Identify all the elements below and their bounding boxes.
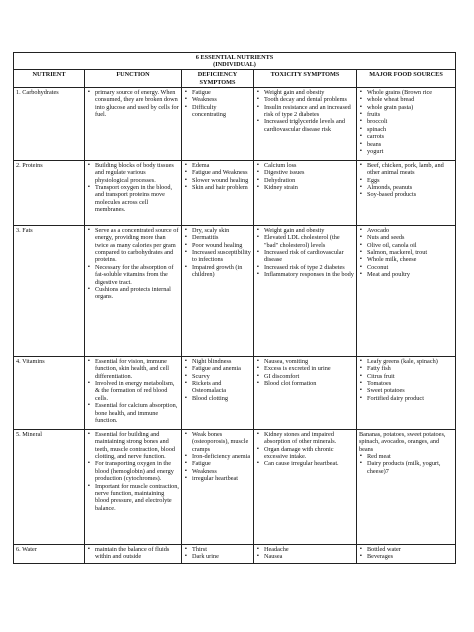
bullet-item: ▪ Building blocks of body tissues and regulate various physiological processes. [87,162,179,184]
nutrient-name: 2. Proteins [16,161,43,169]
nutrient-name: 4. Vitamins [16,357,45,365]
bullet-item: ▪ Coconut [359,264,453,271]
deficiency-cell [182,544,254,563]
bullet-item: ▪ Fatigue [184,89,251,96]
nutrient-cell [14,429,85,544]
sources-list [359,227,453,279]
bullet-item: ▪ Digestive issues [256,169,354,176]
toxicity-list [256,358,354,388]
nutrient-cell [14,544,85,563]
toxicity-list [256,431,354,468]
bullet-item: ▪ Difficulty concentrating [184,104,251,119]
bullet-item: ▪ Essential for vision, immune function, skin health, and cell differentiation. [87,358,179,380]
bullet-item: ▪ Night blindness [184,358,251,365]
bullet-item: ▪ Increased risk of type 2 diabetes [256,264,354,271]
toxicity-cell [254,87,357,160]
bullet-item: ▪ Meat and poultry [359,271,453,278]
bullet-item: ▪ Thirst [184,546,251,553]
function-list [87,227,179,301]
bullet-item: ▪ Bottled water [359,546,453,553]
bullet-item: ▪ GI discomfort [256,373,354,380]
nutrient-name: 3. Fats [16,226,33,234]
bullet-item: ▪ Fatigue and anemia [184,365,251,372]
bullet-item: ▪ Fatigue [184,460,251,467]
sources-intro-text: Bananas, potatoes, sweet potatoes, spinach, avocados, oranges, and beans [359,430,446,453]
bullet-item: ▪ Blood clot formation [256,380,354,387]
bullet-item: ▪ beans [359,141,453,148]
bullet-item: ▪ Weak bones (osteoporosis), muscle cramps [184,431,251,453]
nutrient-cell [14,225,85,356]
toxicity-cell [254,544,357,563]
bullet-item: ▪ Almonds, peanuts [359,184,453,191]
bullet-item: ▪ Nuts and seeds [359,234,453,241]
bullet-item: ▪ Involved in energy metabolism, & the formation of red blood cells. [87,380,179,402]
bullet-item: ▪ irregular heartbeat [184,475,251,482]
bullet-item: ▪ Insulin resistance and an increased risk of type 2 diabetes [256,104,354,119]
bullet-item: ▪ Weight gain and obesity [256,227,354,234]
deficiency-cell [182,429,254,544]
function-cell [85,87,182,160]
bullet-item: ▪ Increased triglyceride levels and cardiovascular disease risk [256,118,354,133]
bullet-item: ▪ Skin and hair problem [184,184,251,191]
toxicity-cell [254,160,357,225]
sources-list [359,546,453,561]
bullet-item: ▪ broccoli [359,118,453,125]
function-list [87,358,179,425]
bullet-item: ▪ Edema [184,162,251,169]
header-function: FUNCTION [85,70,182,87]
bullet-item: ▪ Fatigue and Weakness [184,169,251,176]
header-sources: MAJOR FOOD SOURCES [357,70,456,87]
title-row [14,53,456,70]
bullet-item: ▪ Fatty fish [359,365,453,372]
bullet-item: ▪ Soy-based products [359,191,453,198]
bullet-item: ▪ Organ damage with chronic excessive intake. [256,446,354,461]
bullet-item: ▪ Necessary for the absorption of fat-soluble vitamins from the digestive tract. [87,264,179,286]
header-toxicity: TOXICITY SYMPTOMS [254,70,357,87]
function-list [87,431,179,512]
header-nutrient: NUTRIENT [14,70,85,87]
nutrient-name: 5. Mineral [16,430,43,438]
toxicity-cell [254,225,357,356]
bullet-item: ▪ Citrus fruit [359,373,453,380]
bullet-item: ▪ Eggs [359,177,453,184]
bullet-item: ▪ yogurt [359,148,453,155]
bullet-item: ▪ maintain the balance of fluids within and outside [87,546,179,561]
bullet-item: ▪ Serve as a concentrated source of energy, providing more than twice as many calories per gram compared to carbohydrates and proteins. [87,227,179,264]
function-cell [85,160,182,225]
bullet-item: ▪ Dry, scaly skin [184,227,251,234]
deficiency-cell [182,225,254,356]
bullet-item: ▪ whole wheat bread [359,96,453,103]
nutrients-table [13,52,456,564]
bullet-item: ▪ Beef, chicken, pork, lamb, and other animal meats [359,162,453,177]
bullet-item: ▪ Sweet potatoes [359,387,453,394]
bullet-item: ▪ Avocado [359,227,453,234]
bullet-item: ▪ Dehydration [256,177,354,184]
bullet-item: ▪ Can cause irregular heartbeat. [256,460,354,467]
header-deficiency: DEFICIENCY SYMPTOMS [182,70,254,87]
bullet-item: ▪ Cushions and protects internal organs. [87,286,179,301]
bullet-item: ▪ Transport oxygen in the blood, and transport proteins move molecules across cell membranes. [87,184,179,214]
row-fats [14,225,456,356]
title-line-1: 6 ESSENTIAL NUTRIENTS [195,54,274,61]
bullet-item: ▪ Iron-deficiency anemia [184,453,251,460]
bullet-item: ▪ For transporting oxygen in the blood (hemoglobin) and energy production (cytochromes). [87,460,179,482]
bullet-item: ▪ Inflammatory responses in the body [256,271,354,278]
toxicity-list [256,162,354,192]
row-proteins [14,160,456,225]
sources-list [359,89,453,156]
nutrient-cell [14,356,85,429]
bullet-item: ▪ Nausea, vomiting [256,358,354,365]
bullet-item: ▪ Elevated LDL cholesterol (the "bad" cholesterol) levels [256,234,354,249]
function-list [87,546,179,561]
bullet-item: ▪ Essential for building and maintaining strong bones and teeth, muscle contraction, blood clotting, and nerve function. [87,431,179,461]
nutrient-cell [14,160,85,225]
row-mineral [14,429,456,544]
bullet-item: ▪ Rickets and Osteomalacia [184,380,251,395]
deficiency-cell [182,87,254,160]
deficiency-list [184,358,251,402]
function-list [87,89,179,119]
bullet-item: ▪ primary source of energy. When consumed, they are broken down into glucose and used by cells for fuel. [87,89,179,119]
sources-list [359,162,453,199]
bullet-item: ▪ Important for muscle contraction, nerve function, maintaining blood pressure, and electrolyte balance. [87,483,179,513]
bullet-item: ▪ Kidney stones and impaired absorption of other minerals. [256,431,354,446]
bullet-item: ▪ whole grain pasta) [359,104,453,111]
sources-cell [357,225,456,356]
toxicity-cell [254,429,357,544]
toxicity-list [256,227,354,279]
bullet-item: ▪ Whole milk, cheese [359,256,453,263]
bullet-item: ▪ Nausea [256,553,354,560]
bullet-item: ▪ Scurvy [184,373,251,380]
nutrient-name: 6. Water [16,545,37,553]
bullet-item: ▪ Red meat [359,453,453,460]
bullet-item: ▪ Beverages [359,553,453,560]
table-title [14,53,456,70]
bullet-item: ▪ Fortified dairy product [359,395,453,402]
bullet-item: ▪ spinach [359,126,453,133]
bullet-item: ▪ Weakness [184,468,251,475]
bullet-item: ▪ Essential for calcium absorption, bone health, and immune function. [87,402,179,424]
bullet-item: ▪ Calcium loss [256,162,354,169]
bullet-item: ▪ Whole grains (Brown rice [359,89,453,96]
bullet-item: ▪ Tooth decay and dental problems [256,96,354,103]
sources-list [359,358,453,402]
bullet-item: ▪ Leafy greens (kale, spinach) [359,358,453,365]
row-vitamins [14,356,456,429]
sources-list [359,453,453,475]
sources-cell [357,429,456,544]
function-cell [85,356,182,429]
deficiency-list [184,227,251,279]
deficiency-cell [182,160,254,225]
bullet-item: ▪ Dark urine [184,553,251,560]
deficiency-list [184,546,251,561]
bullet-item: ▪ Weakness [184,96,251,103]
toxicity-cell [254,356,357,429]
nutrient-cell [14,87,85,160]
deficiency-list [184,89,251,119]
row-carbohydrates [14,87,456,160]
bullet-item: ▪ fruits [359,111,453,118]
bullet-item: ▪ Olive oil, canola oil [359,242,453,249]
sources-cell [357,160,456,225]
toxicity-list [256,546,354,561]
toxicity-list [256,89,354,133]
bullet-item: ▪ Dairy products (milk, yogurt, cheese)7 [359,460,453,475]
bullet-item: ▪ Poor wound healing [184,242,251,249]
title-line-2: (INDIVIDUAL) [213,61,256,69]
bullet-item: ▪ Salmon, mackerel, trout [359,249,453,256]
bullet-item: ▪ Kidney strain [256,184,354,191]
bullet-item: ▪ carrots [359,133,453,140]
deficiency-list [184,162,251,192]
bullet-item: ▪ Impaired growth (in children) [184,264,251,279]
function-list [87,162,179,214]
bullet-item: ▪ Slower wound healing [184,177,251,184]
bullet-item: ▪ Increased risk of cardiovascular disease [256,249,354,264]
header-row [14,70,456,87]
sources-cell [357,544,456,563]
bullet-item: ▪ Weight gain and obesity [256,89,354,96]
bullet-item: ▪ Increased susceptibility to infections [184,249,251,264]
sources-cell [357,87,456,160]
function-cell [85,544,182,563]
bullet-item: ▪ Dermatitis [184,234,251,241]
function-cell [85,429,182,544]
bullet-item: ▪ Headache [256,546,354,553]
deficiency-list [184,431,251,483]
bullet-item: ▪ Excess is excreted in urine [256,365,354,372]
deficiency-cell [182,356,254,429]
nutrient-name: 1. Carbohydrates [16,88,59,96]
nutrient-document [13,52,455,564]
row-water [14,544,456,563]
bullet-item: ▪ Tomatoes [359,380,453,387]
bullet-item: ▪ Blood clotting [184,395,251,402]
sources-cell [357,356,456,429]
function-cell [85,225,182,356]
